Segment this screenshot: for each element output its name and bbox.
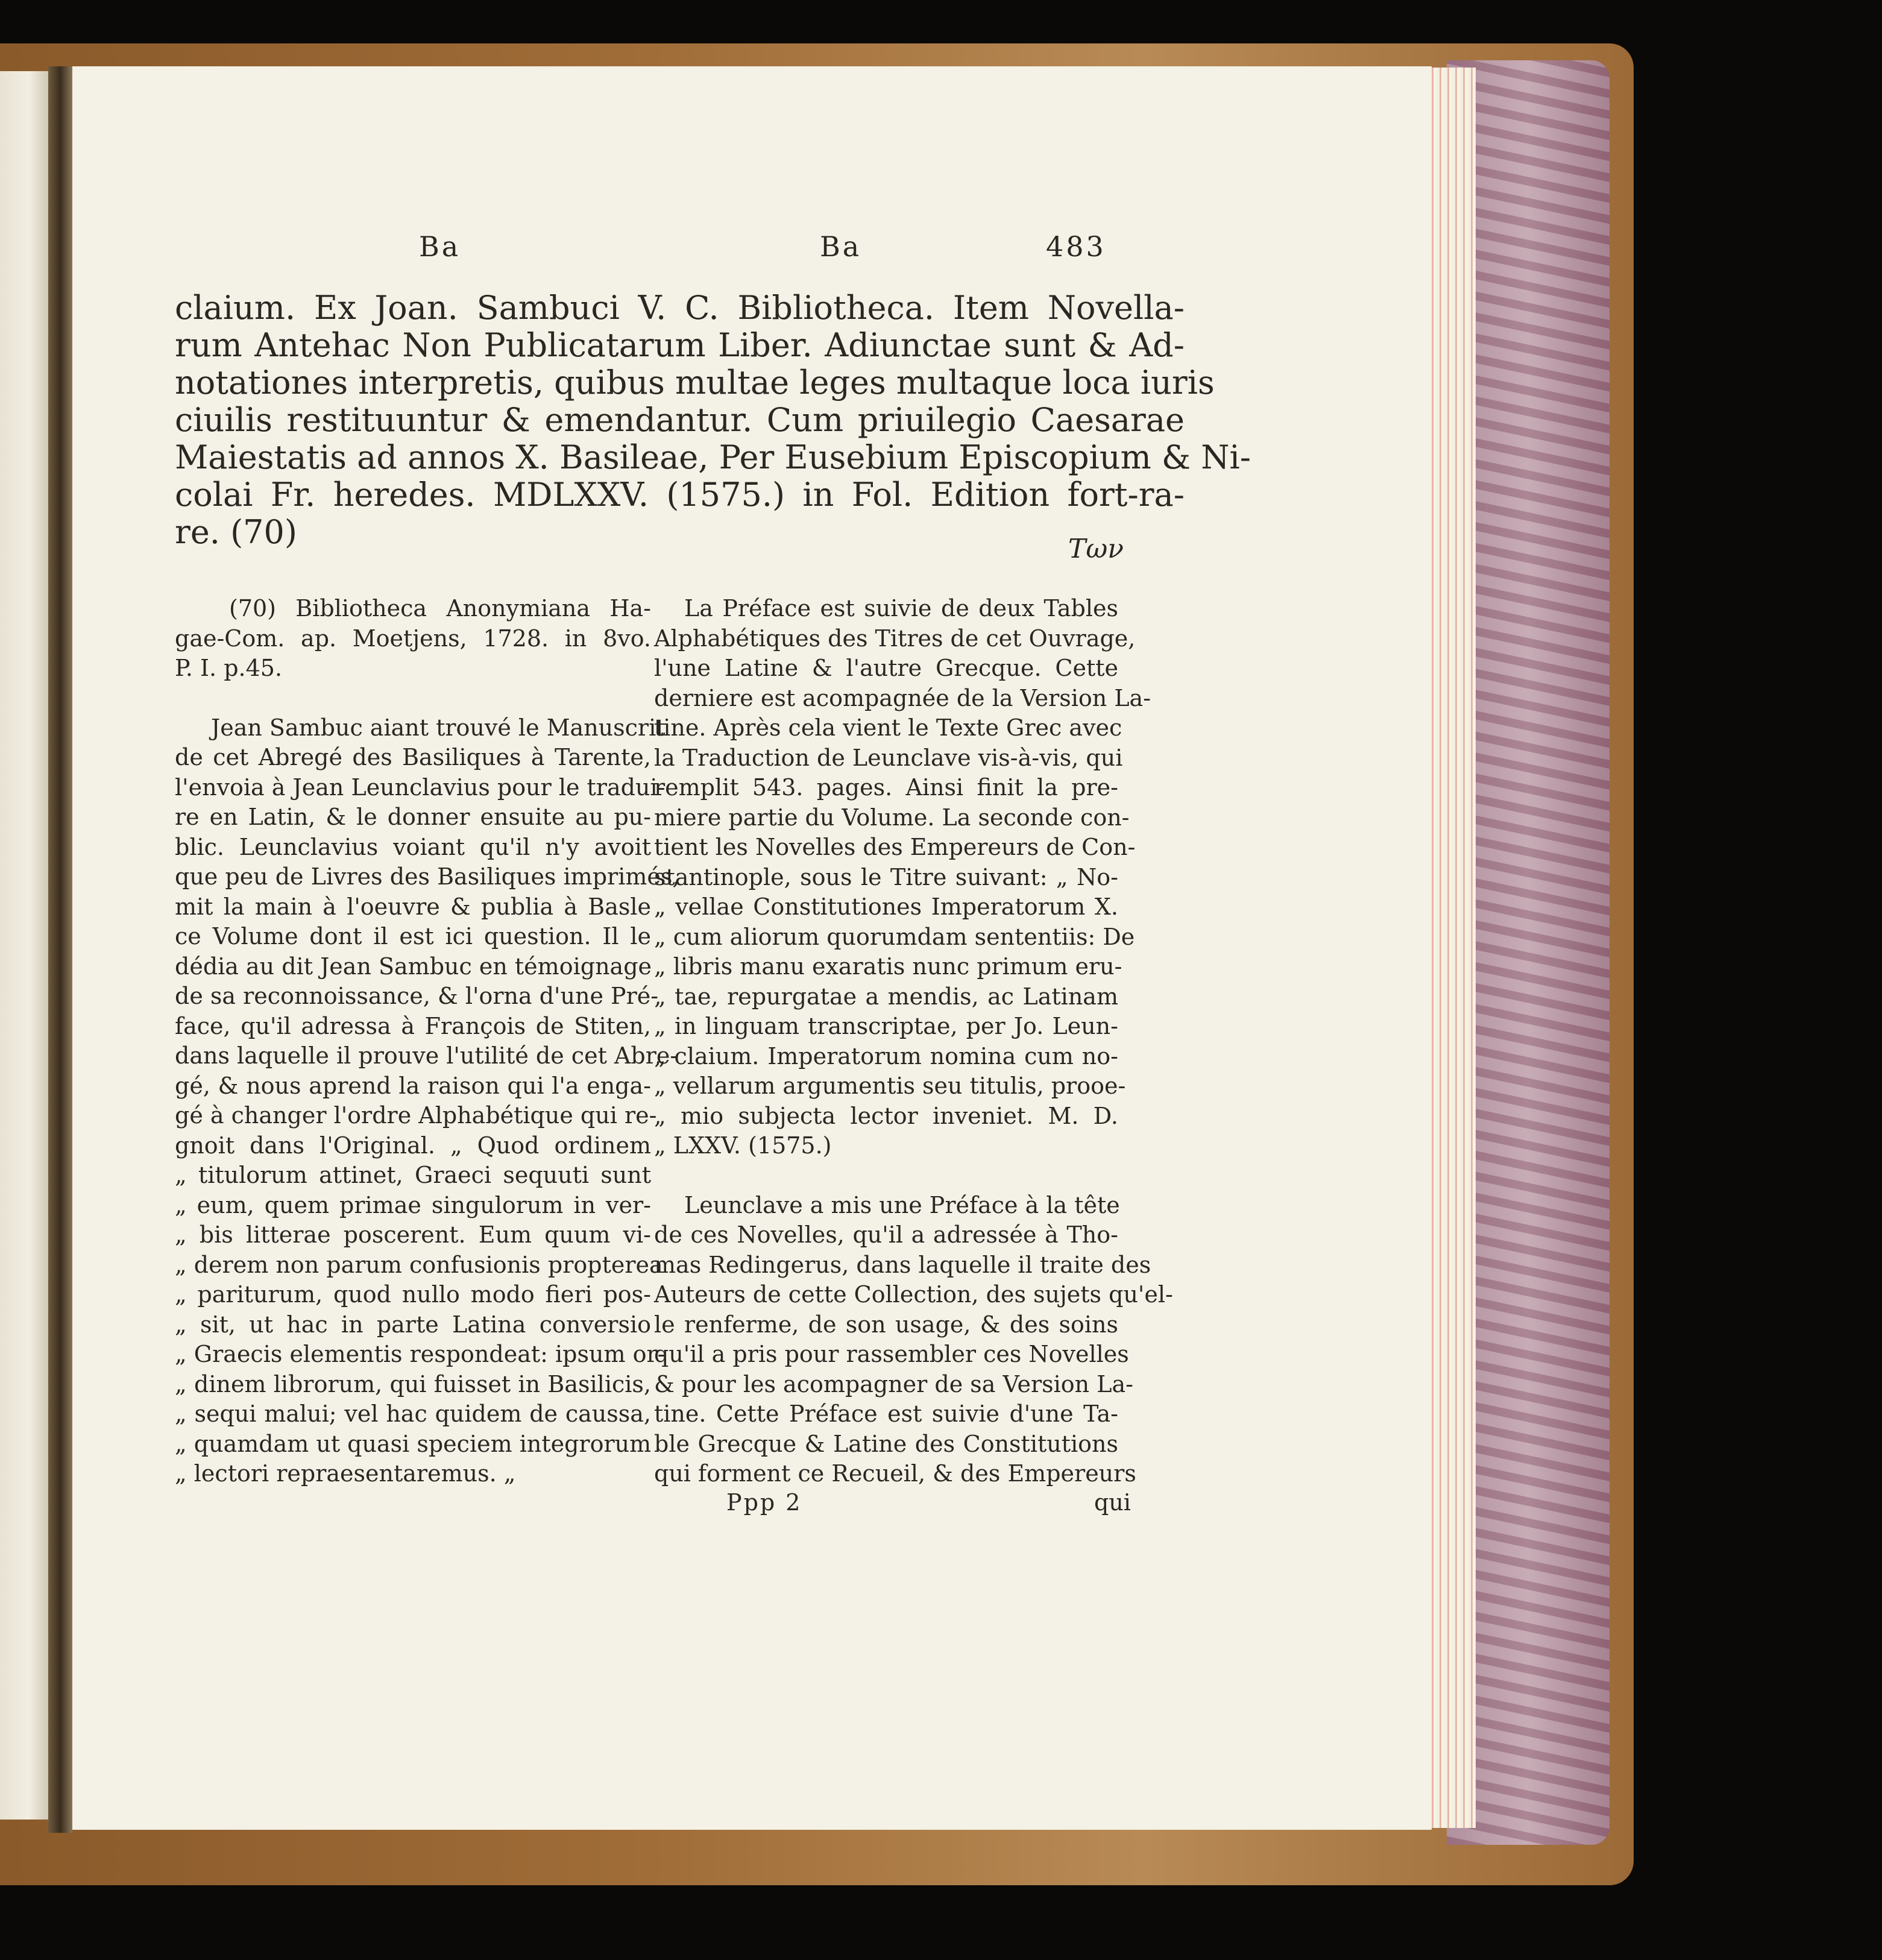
column-line: „ lectori repraesentaremus. „: [175, 1460, 516, 1487]
column-line: miere partie du Volume. La seconde con-: [654, 804, 1130, 831]
column-line: ce Volume dont il est ici question. Il le: [175, 923, 651, 950]
column-line: face, qu'il adressa à François de Stiten,: [175, 1012, 651, 1039]
column-line: „ sit, ut hac in parte Latina conversio: [175, 1311, 651, 1338]
column-line: Alphabétiques des Titres de cet Ouvrage,: [654, 625, 1136, 652]
column-line: tine. Cette Préface est suivie d'une Ta-: [654, 1401, 1118, 1427]
column-line: remplit 543. pages. Ainsi finit la pre-: [654, 774, 1118, 801]
column-line: gae-Com. ap. Moetjens, 1728. in 8vo.: [175, 625, 651, 652]
column-line: tine. Après cela vient le Texte Grec avec: [654, 714, 1122, 741]
column-line: de ces Novelles, qu'il a adressée à Tho-: [654, 1221, 1118, 1248]
column-line: Leunclave a mis une Préface à la tête: [684, 1191, 1120, 1218]
catchword-bottom: qui: [1094, 1489, 1131, 1516]
column-line: mit la main à l'oeuvre & publia à Basle: [175, 893, 651, 920]
signature-mark: Ppp 2: [726, 1489, 802, 1516]
column-line: de sa reconnoissance, & l'orna d'une Pré-: [175, 983, 659, 1009]
column-line: „ vellarum argumentis seu titulis, prooe-: [654, 1073, 1126, 1099]
entry-line: notationes interpretis, quibus multae leges multaque loca iuris: [175, 364, 1215, 402]
book-page: [72, 66, 1432, 1830]
column-line: „ mio subjecta lector inveniet. M. D.: [654, 1102, 1118, 1129]
column-line: qu'il a pris pour rassembler ces Novelles: [654, 1341, 1129, 1367]
column-line: mas Redingerus, dans laquelle il traite des: [654, 1251, 1151, 1278]
column-line: dédia au dit Jean Sambuc en témoignage: [175, 953, 652, 980]
column-line: l'une Latine & l'autre Grecque. Cette: [654, 655, 1118, 681]
catchword-top: Tων: [1068, 534, 1124, 564]
column-line: derniere est acompagnée de la Version La-: [654, 684, 1151, 711]
facing-page-edge: [0, 71, 48, 1820]
column-line: gé à changer l'ordre Alphabétique qui re-: [175, 1102, 657, 1129]
column-line: „ dinem librorum, qui fuisset in Basilicis,: [175, 1370, 651, 1398]
entry-line: colai Fr. heredes. MDLXXV. (1575.) in Fol. Edition fort-ra-: [175, 476, 1185, 514]
column-line: „ libris manu exaratis nunc primum eru-: [654, 953, 1122, 980]
entry-line: ciuilis restituuntur & emendantur. Cum priuilegio Caesarae: [175, 401, 1185, 439]
column-line: „ titulorum attinet, Graeci sequuti sunt: [175, 1162, 651, 1188]
column-line: „ claium. Imperatorum nomina cum no-: [654, 1042, 1118, 1070]
column-line: ble Grecque & Latine des Constitutions: [654, 1430, 1118, 1457]
column-line: „ sequi malui; vel hac quidem de caussa,: [175, 1401, 651, 1427]
column-line: tient les Novelles des Empereurs de Con-: [654, 834, 1136, 860]
left-column: [175, 594, 680, 1489]
column-line: „ derem non parum confusionis propterea: [175, 1251, 663, 1278]
bibliographic-entry: [175, 289, 1251, 551]
column-line: stantinople, sous le Titre suivant: „ No-: [654, 863, 1118, 890]
column-line: blic. Leunclavius voiant qu'il n'y avoit: [175, 833, 651, 860]
header-left: Ba: [419, 230, 461, 263]
column-line: l'envoia à Jean Leunclavius pour le tradui-: [175, 774, 666, 801]
header-center: Ba: [820, 230, 862, 263]
column-line: gé, & nous aprend la raison qui l'a enga-: [175, 1072, 651, 1099]
column-line: de cet Abregé des Basiliques à Tarente,: [175, 744, 651, 770]
column-line: „ quamdam ut quasi speciem integrorum: [175, 1430, 652, 1457]
column-line: „ vellae Constitutiones Imperatorum X.: [654, 893, 1118, 920]
column-line: P. I. p.45.: [175, 655, 283, 681]
paragraph-gap: [654, 1161, 1118, 1191]
column-line: (70) Bibliotheca Anonymiana Ha-: [229, 595, 651, 622]
column-line: „ bis litterae poscerent. Eum quum vi-: [175, 1221, 651, 1248]
column-line: La Préface est suivie de deux Tables: [684, 595, 1118, 622]
entry-line: rum Antehac Non Publicatarum Liber. Adiunctae sunt & Ad-: [175, 326, 1185, 364]
entry-line: re. (70): [175, 513, 297, 551]
column-line: „ eum, quem primae singulorum in ver-: [175, 1191, 651, 1218]
paragraph-gap: [175, 684, 651, 713]
column-line: que peu de Livres des Basiliques imprimés,: [175, 863, 680, 890]
column-line: „ pariturum, quod nullo modo fieri pos-: [175, 1281, 651, 1308]
entry-line: Maiestatis ad annos X. Basileae, Per Eusebium Episcopium & Ni-: [175, 438, 1251, 476]
page-number: 483: [1046, 230, 1106, 263]
column-line: „ Graecis elementis respondeat: ipsum or-: [175, 1341, 666, 1367]
book-gutter: [48, 66, 72, 1833]
page-edges: [1429, 68, 1476, 1828]
column-line: qui forment ce Recueil, & des Empereurs: [654, 1460, 1136, 1487]
column-line: gnoit dans l'Original. „ Quod ordinem: [175, 1132, 651, 1159]
column-line: „ cum aliorum quorumdam sententiis: De: [654, 923, 1135, 950]
column-line: re en Latin, & le donner ensuite au pu-: [175, 804, 651, 830]
column-line: Auteurs de cette Collection, des sujets qu'el-: [654, 1281, 1173, 1308]
column-line: le renferme, de son usage, & des soins: [654, 1311, 1118, 1338]
right-column: [654, 594, 1173, 1489]
column-line: „ in linguam transcriptae, per Jo. Leun-: [654, 1013, 1118, 1039]
column-line: & pour les acompagner de sa Version La-: [654, 1370, 1133, 1398]
column-line: dans laquelle il prouve l'utilité de cet Abre-: [175, 1042, 678, 1069]
column-line: „ LXXV. (1575.): [654, 1132, 832, 1159]
column-line: „ tae, repurgatae a mendis, ac Latinam: [654, 983, 1118, 1010]
column-line: Jean Sambuc aiant trouvé le Manuscrit: [211, 714, 666, 741]
entry-line: claium. Ex Joan. Sambuci V. C. Bibliotheca. Item Novella-: [175, 289, 1185, 327]
column-line: la Traduction de Leunclave vis-à-vis, qui: [654, 744, 1123, 771]
